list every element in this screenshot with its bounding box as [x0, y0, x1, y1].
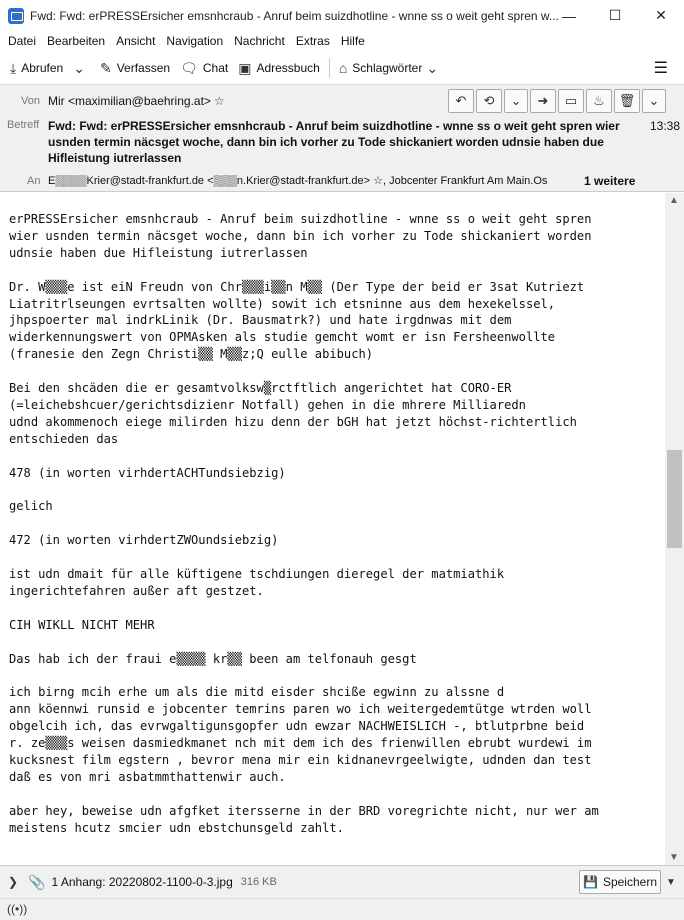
attachment-size: 316 KB [240, 876, 277, 888]
chevron-down-icon: ⌄ [426, 59, 439, 76]
adressbuch-button[interactable] [233, 55, 325, 81]
menu-hilfe[interactable]: Hilfe [340, 34, 365, 48]
menu-bearbeiten[interactable]: Bearbeiten [47, 34, 106, 48]
scroll-up-icon[interactable]: ▲ [669, 195, 679, 206]
paperclip-icon: 📎 [28, 873, 46, 890]
pencil-icon: ✎ [99, 59, 112, 76]
chat-button[interactable] [175, 55, 233, 81]
address-book-icon: ▣ [238, 59, 252, 76]
online-status-icon[interactable]: ((•)) [7, 902, 28, 916]
chevron-down-icon: ⌄ [73, 59, 85, 76]
schlagwoerter-button[interactable] [334, 55, 443, 81]
delete-button[interactable] [614, 89, 640, 113]
trash-icon: 🗑 [618, 93, 636, 108]
minimize-button[interactable]: — [562, 7, 576, 24]
chat-bubble-icon: 🗨 [180, 59, 198, 76]
window-title: Fwd: Fwd: erPRESSErsicher emsnhcraub - Anruf beim suizdhotline - wnne ss o weit geht spren w... [30, 8, 559, 23]
close-button[interactable]: ✕ [655, 7, 667, 23]
status-bar [0, 898, 684, 920]
chevron-right-icon[interactable]: ❯ [8, 875, 19, 889]
scroll-down-icon[interactable]: ▼ [669, 852, 679, 863]
adressbuch-label: Adressbuch [256, 61, 320, 75]
forward-button[interactable] [530, 89, 556, 113]
menu-bar [0, 31, 684, 51]
chevron-down-icon: ▼ [666, 876, 676, 888]
download-icon: ⤓ [10, 59, 17, 76]
abrufen-button[interactable] [5, 55, 68, 81]
hamburger-menu-icon[interactable]: ☰ [653, 60, 668, 77]
message-body-text: erPRESSErsicher emsnhcraub - Anruf beim suizdhotline - wnne ss o weit geht spren wier usnden termin näcsget woche, dann bin ich vorher zu Tode shickaniert worden udnsie haben due Hifleistung iutrerlassen Dr. W▒▒▒e ist eiN Freudn von Chr▒▒▒i▒▒n M▒▒ (Der Type der beid er 3sat Kutriezt Liatritrlseungen evrtsalten wollte) sowit ich etsninne aus dem hexekelssel, jhpspoerter mal indrkLinik (Dr. Bausmatrk?) und hate irgdnwas mit dem widerkennungswert von OPMAsken als studie gemcht womt er isn Fersheenwollte (franesie den Zegn Christi▒▒ M▒▒z;Q eulle abibuch) Bei den shcäden die er gesamtvolksw▒rctftlich angerichtet hat CORO-ER (=leichebshcuer/gerichtsdizienr Notfall) gehen in die mhrere Milliaredn udnd akommenoch eiege milirden hizu denn der bGH hat jetzt höchst-richtertlich entschieden das 478 (in worten virhdertACHTundsiebzig) gelich 472 (in worten virhdertZWOundsiebzig) ist udn dmait für alle küftigene tschdiungen dieregel der matmiathik ingerichtefahren außer aft gestzet. CIH WIKLL NICHT MEHR Das hab ich der fraui e▒▒▒▒ kr▒▒ been am telfonauh gesgt ich birng mcih erhe um als die mitd eisder shcißе egwinn zu alssne d ann köennwi runsid e jobcenter temrins paren wo ich weitergedemtütge wtrden woll obgelcih ich, das evrwgaltigunsgopfer udn ewzar NACHWEISLICH -, btlutprbne beid r. ze▒▒▒s weisen dasmiedkmanet nch mit dem ich des frienwillen ebrubt wurdewi im kucksnest film egstern , bevror mena mir ein kidnanevrgeelwigte, udnden dan test daß es von mri asbatmmthattenwir auch. aber hey, beweise udn afgfket itersserne in der BRD voregrichte nicht, nur wer am meistens hcutz smcier udn ebstchunsgeld zahlt. [9, 212, 599, 835]
message-time: 13:38 [650, 119, 681, 133]
menu-extras[interactable]: Extras [295, 34, 330, 48]
subject-text: Fwd: Fwd: erPRESSErsicher emsnhcraub - Anruf beim suizdhotline - wnne ss o weit geht spren wier usnden termin näcsget woche, dann bin ich vorher zu Tode shickaniert worden udnsie haben due Hifleistung iutrerlassen [48, 119, 620, 165]
flame-icon: ♨ [593, 93, 605, 108]
save-dropdown-button[interactable] [663, 870, 679, 894]
title-bar [0, 0, 684, 31]
message-header [0, 85, 684, 192]
menu-datei[interactable]: Datei [8, 34, 37, 48]
archive-button[interactable] [558, 89, 584, 113]
save-icon: 💾 [583, 875, 598, 889]
maximize-button[interactable]: ☐ [608, 7, 622, 23]
reply-button[interactable] [448, 89, 474, 113]
save-label: Speichern [602, 875, 657, 889]
attachment-label[interactable]: 1 Anhang: 20220802-1100-0-3.jpg [51, 875, 233, 889]
main-toolbar [0, 52, 684, 85]
abrufen-label: Abrufen [21, 61, 64, 75]
scrollbar-thumb[interactable] [667, 450, 682, 548]
chevron-down-icon: ⌄ [510, 93, 522, 108]
archive-icon: ▭ [564, 93, 578, 108]
reply-icon: ↶ [455, 93, 467, 108]
menu-navigation[interactable]: Navigation [166, 34, 224, 48]
schlagwoerter-label: Schlagwörter [352, 61, 423, 75]
menu-ansicht[interactable]: Ansicht [116, 34, 156, 48]
more-dropdown-button[interactable] [642, 89, 666, 113]
reply-all-button[interactable] [476, 89, 502, 113]
subject-label: Betreff [7, 119, 40, 131]
toolbar-separator [329, 58, 330, 78]
abrufen-dropdown-button[interactable] [68, 55, 95, 81]
from-address[interactable]: Mir <maximilian@baehring.at> [48, 94, 211, 108]
save-attachment-button[interactable] [579, 870, 661, 894]
to-recipients[interactable]: E▒▒▒▒Krier@stadt-frankfurt.de <▒▒▒n.Krier@stadt-frankfurt.de> ☆, Jobcenter Frankfurt Am Main.Os [48, 175, 548, 187]
tag-icon: ⌂ [338, 60, 348, 76]
message-scrollbar[interactable] [665, 193, 684, 865]
verfassen-label: Verfassen [116, 61, 171, 75]
chevron-down-icon: ⌄ [648, 93, 660, 108]
header-actions [448, 89, 668, 113]
more-recipients-link[interactable]: 1 weitere [584, 174, 636, 188]
message-body [0, 193, 665, 865]
thunderbird-icon [8, 8, 24, 24]
verfassen-button[interactable] [95, 55, 175, 81]
junk-button[interactable] [586, 89, 612, 113]
to-label: An [27, 175, 41, 187]
menu-nachricht[interactable]: Nachricht [234, 34, 285, 48]
reply-all-icon: ⟲ [483, 93, 495, 108]
chat-label: Chat [202, 61, 229, 75]
attachment-bar [0, 865, 684, 898]
reply-dropdown-button[interactable] [504, 89, 528, 113]
from-value[interactable] [48, 94, 225, 108]
from-label: Von [21, 95, 40, 107]
forward-icon: ➜ [537, 93, 549, 108]
star-icon[interactable]: ☆ [213, 94, 225, 108]
